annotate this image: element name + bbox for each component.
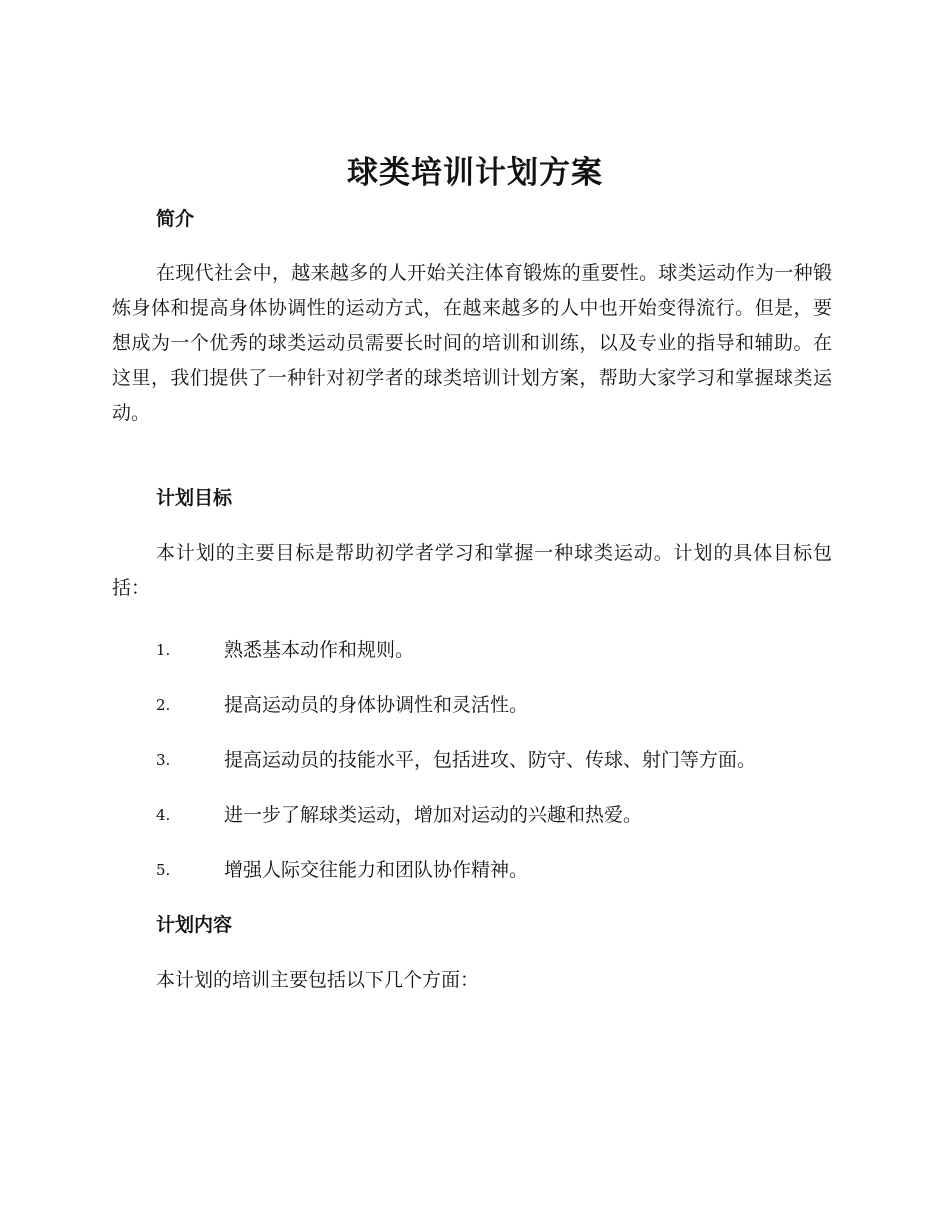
goals-paragraph: 本计划的主要目标是帮助初学者学习和掌握一种球类运动。计划的具体目标包括： — [112, 542, 832, 599]
list-item-number: 2. — [156, 696, 171, 714]
list-item — [156, 799, 756, 854]
section-heading-content: 计划内容 — [156, 914, 233, 936]
list-item-text: 提高运动员的身体协调性和灵活性。 — [224, 694, 529, 716]
list-item-number: 5. — [156, 861, 171, 879]
document-title: 球类培训计划方案 — [347, 155, 603, 191]
list-item — [156, 854, 756, 909]
list-item-text: 增强人际交往能力和团队协作精神。 — [224, 859, 529, 881]
content-paragraph: 本计划的培训主要包括以下几个方面： — [156, 969, 480, 991]
list-item-number: 3. — [156, 751, 171, 769]
list-item — [156, 689, 756, 744]
list-item — [156, 634, 756, 689]
intro-paragraph: 在现代社会中，越来越多的人开始关注体育锻炼的重要性。球类运动作为一种锻炼身体和提高身体协调性的运动方式，在越来越多的人中也开始变得流行。但是，要想成为一个优秀的球类运动员需要长时间的培训和训练，以及专业的指导和辅助。在这里，我们提供了一种针对初学者的球类培训计划方案，帮助大家学习和掌握球类运动。 — [112, 262, 832, 424]
list-item-text: 熟悉基本动作和规则。 — [224, 639, 415, 661]
section-heading-goals: 计划目标 — [156, 487, 233, 509]
list-item-number: 4. — [156, 806, 171, 824]
list-item — [156, 744, 756, 799]
goals-list — [156, 634, 756, 909]
list-item-text: 进一步了解球类运动，增加对运动的兴趣和热爱。 — [224, 804, 643, 826]
section-heading-intro: 简介 — [156, 208, 195, 230]
list-item-number: 1. — [156, 641, 171, 659]
list-item-text: 提高运动员的技能水平，包括进攻、防守、传球、射门等方面。 — [224, 749, 757, 771]
